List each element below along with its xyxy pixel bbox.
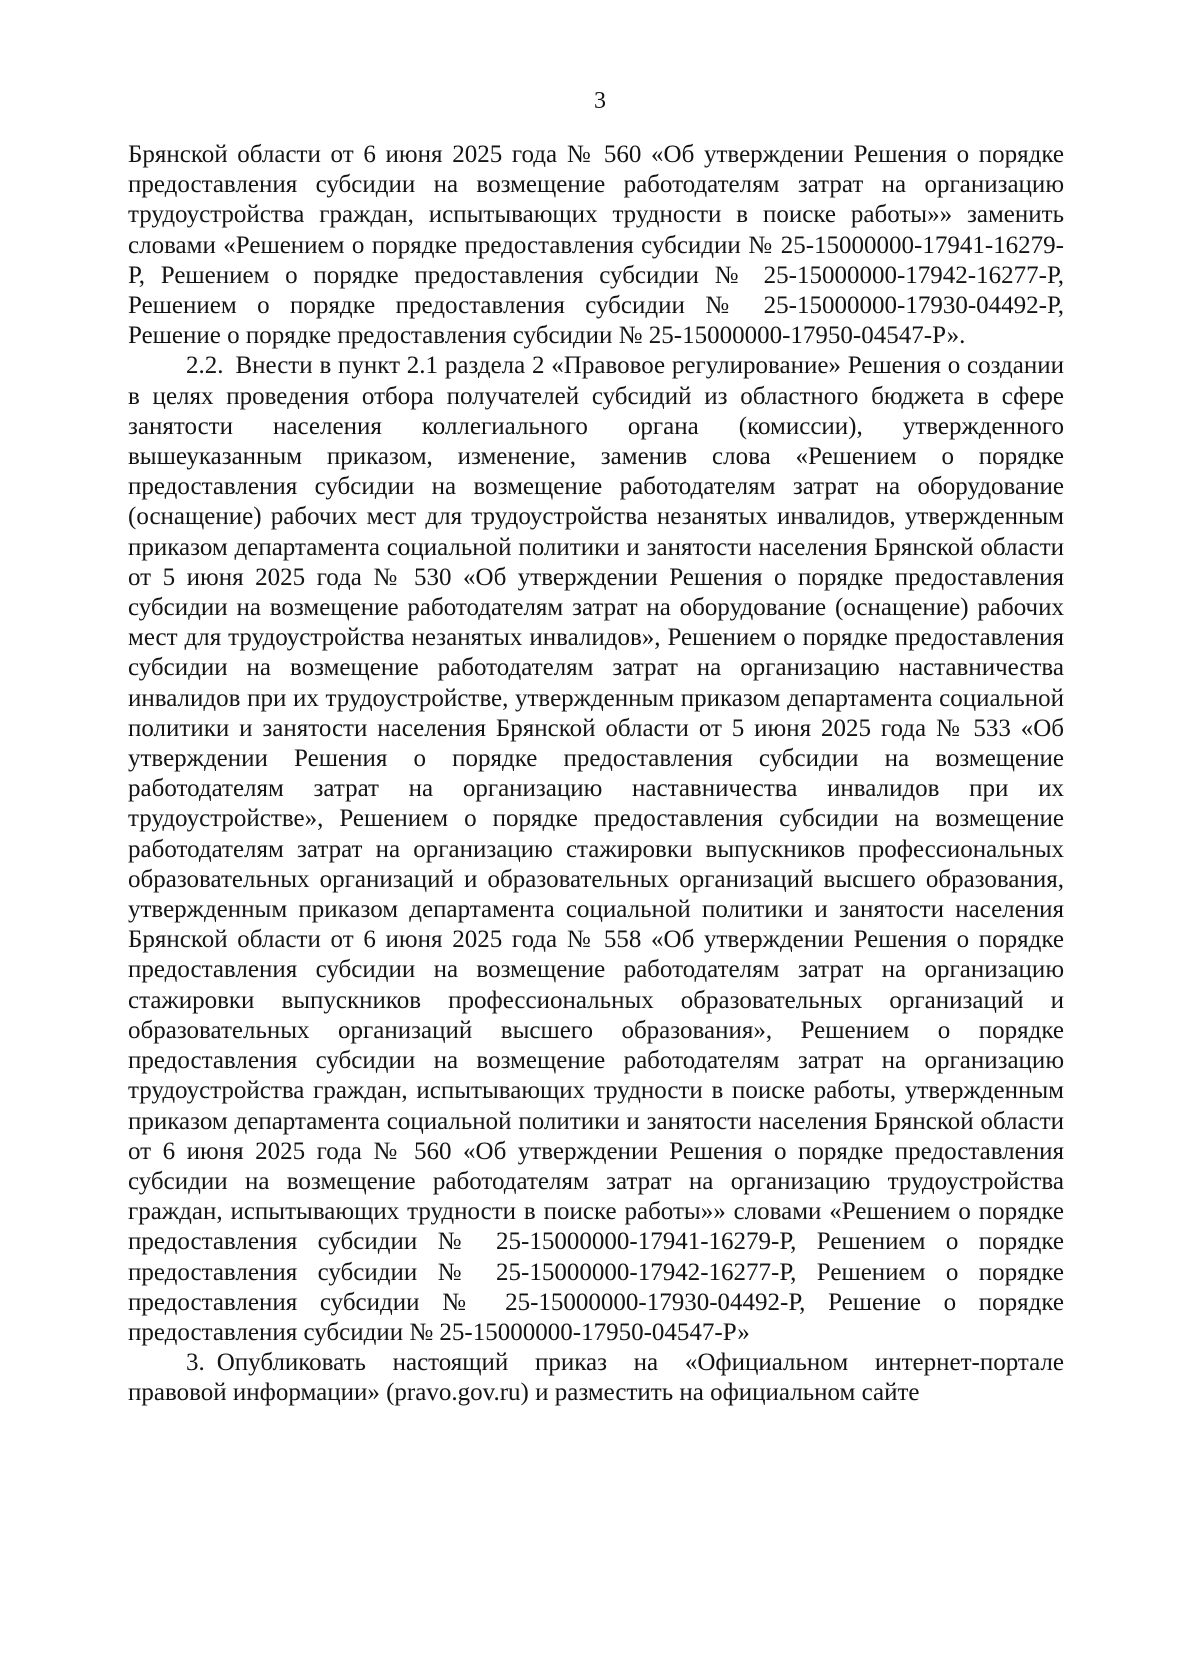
paragraph-3: [128, 1348, 1064, 1408]
paragraph-text: Брянской области от 6 июня 2025 года № 560 «Об утверждении Решения о порядке предоставления субсидии на возмещение работодателям затрат на организацию трудоустройства граждан, испытывающих трудности в поиске работы»» заменить словами «Решением о порядке предоставления субсидии № 25-15000000-17941-16279-Р, Решением о порядке предоставления субсидии № 25-15000000-17942-16277-Р, Решением о порядке предоставления субсидии № 25-15000000-17930-04492-Р, Решение о порядке предоставления субсидии № 25-15000000-17950-04547-Р».: [128, 141, 1064, 350]
paragraph-2-2: [128, 351, 1064, 1348]
page-number: 3: [594, 88, 606, 114]
paragraph-number: 3.: [186, 1349, 205, 1377]
paragraph-number: 2.2.: [186, 352, 224, 380]
document-body: [128, 140, 1064, 1409]
paragraph-continuation: [128, 140, 1064, 351]
paragraph-text: Внести в пункт 2.1 раздела 2 «Правовое регулирование» Решения о создании в целях проведения отбора получателей субсидий из областного бюджета в сфере занятости населения коллегиального органа (комиссии), утвержденного вышеуказанным приказом, изменение, заменив слова «Решением о порядке предоставления субсидии на возмещение работодателям затрат на оборудование (оснащение) рабочих мест для трудоустройства незанятых инвалидов, утвержденным приказом департамента социальной политики и занятости населения Брянской области от 5 июня 2025 года № 530 «Об утверждении Решения о порядке предоставления субсидии на возмещение работодателям затрат на оборудование (оснащение) рабочих мест для трудоустройства незанятых инвалидов», Решением о порядке предоставления субсидии на возмещение работодателям затрат на организацию наставничества инвалидов при их трудоустройстве, утвержденным приказом департамента социальной политики и занятости населения Брянской области от 5 июня 2025 года № 533 «Об утверждении Решения о порядке предоставления субсидии на возмещение работодателям затрат на организацию наставничества инвалидов при их трудоустройстве», Решением о порядке предоставления субсидии на возмещение работодателям затрат на организацию стажировки выпускников профессиональных образовательных организаций и образовательных организаций высшего образования, утвержденным приказом департамента социальной политики и занятости населения Брянской области от 6 июня 2025 года № 558 «Об утверждении Решения о порядке предоставления субсидии на возмещение работодателям затрат на организацию стажировки выпускников профессиональных образовательных организаций и образовательных организаций высшего образования», Решением о порядке предоставления субсидии на возмещение работодателям затрат на организацию трудоустройства граждан, испытывающих трудности в поиске работы, утвержденным приказом департамента социальной политики и занятости населения Брянской области от 6 июня 2025 года № 560 «Об утверждении Решения о порядке предоставления субсидии на возмещение работодателям затрат на организацию трудоустройства граждан, испытывающих трудности в поиске работы»» словами «Решением о порядке предоставления субсидии № 25-15000000-17941-16279-Р, Решением о порядке предоставления субсидии № 25-15000000-17942-16277-Р, Решением о порядке предоставления субсидии № 25-15000000-17930-04492-Р, Решение о порядке предоставления субсидии № 25-15000000-17950-04547-Р»: [128, 352, 1064, 1346]
paragraph-text: Опубликовать настоящий приказ на «Официальном интернет-портале правовой информации» (pravo.gov.ru) и разместить на официальном сайте: [128, 1349, 1064, 1407]
